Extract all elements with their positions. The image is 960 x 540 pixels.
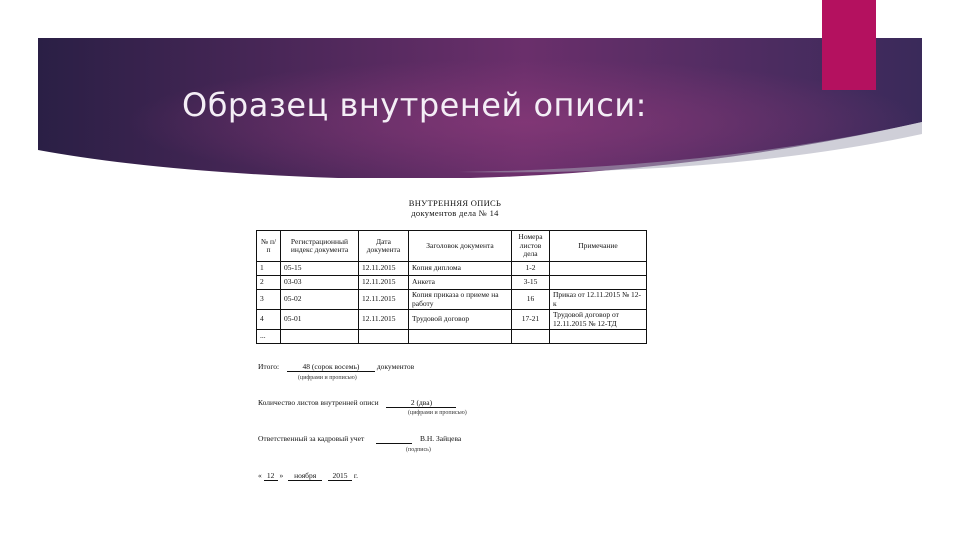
column-header: Номера листов дела xyxy=(512,231,550,262)
cell-num: 4 xyxy=(257,310,281,330)
cell-index: 05-01 xyxy=(281,310,359,330)
sheets-count-label: Количество листов внутренней описи xyxy=(258,398,379,407)
cell-num: 3 xyxy=(257,290,281,310)
column-header: № п/п xyxy=(257,231,281,262)
cell-index: 05-02 xyxy=(281,290,359,310)
signature-line xyxy=(376,434,412,444)
cell-note: Трудовой договор от 12.11.2015 № 12-ТД xyxy=(550,310,647,330)
column-header: Заголовок документа xyxy=(409,231,512,262)
cell-sheets: 1-2 xyxy=(512,262,550,276)
cell-num: 2 xyxy=(257,276,281,290)
table-header-row xyxy=(257,231,647,262)
cell-note: Приказ от 12.11.2015 № 12-к xyxy=(550,290,647,310)
table-row xyxy=(257,330,647,344)
cell-heading: Копия диплома xyxy=(409,262,512,276)
sheets-count-value: 2 (два) xyxy=(386,398,456,408)
document-title-line2: документов дела № 14 xyxy=(411,208,499,218)
date-month: ноября xyxy=(288,471,322,481)
responsible-line xyxy=(258,434,461,444)
cell-heading: Анкета xyxy=(409,276,512,290)
total-suffix: документов xyxy=(376,362,415,371)
inventory-table xyxy=(256,230,647,344)
table-row xyxy=(257,276,647,290)
date-close-quote: » xyxy=(279,471,284,480)
total-line xyxy=(258,362,414,372)
cell-num: 1 xyxy=(257,262,281,276)
sheets-count-line xyxy=(258,398,456,408)
signature-hint: (подпись) xyxy=(406,447,431,453)
column-header: Дата документа xyxy=(359,231,409,262)
cell-date xyxy=(359,330,409,344)
cell-heading xyxy=(409,330,512,344)
date-day: 12 xyxy=(264,471,278,481)
cell-note xyxy=(550,276,647,290)
cell-heading: Копия приказа о приеме на работу xyxy=(409,290,512,310)
accent-bar xyxy=(822,0,876,90)
total-label: Итого: xyxy=(258,362,280,371)
cell-date: 12.11.2015 xyxy=(359,290,409,310)
date-suffix: г. xyxy=(353,471,358,480)
column-header: Регистрационный индекс документа xyxy=(281,231,359,262)
cell-note xyxy=(550,330,647,344)
date-line xyxy=(258,471,358,481)
date-year: 2015 xyxy=(328,471,352,481)
cell-index xyxy=(281,330,359,344)
cell-index: 03-03 xyxy=(281,276,359,290)
cell-date: 12.11.2015 xyxy=(359,310,409,330)
cell-sheets: 17-21 xyxy=(512,310,550,330)
cell-date: 12.11.2015 xyxy=(359,262,409,276)
cell-heading: Трудовой договор xyxy=(409,310,512,330)
cell-index: 05-15 xyxy=(281,262,359,276)
responsible-label: Ответственный за кадровый учет xyxy=(258,434,365,443)
cell-sheets: 3-15 xyxy=(512,276,550,290)
cell-sheets: 16 xyxy=(512,290,550,310)
table-row xyxy=(257,310,647,330)
total-value: 48 (сорок восемь) xyxy=(287,362,375,372)
cell-sheets xyxy=(512,330,550,344)
document-title-line1: ВНУТРЕННЯЯ ОПИСЬ xyxy=(408,198,502,208)
sheets-count-hint: (цифрами и прописью) xyxy=(408,410,467,416)
cell-date: 12.11.2015 xyxy=(359,276,409,290)
cell-note xyxy=(550,262,647,276)
inventory-document xyxy=(250,198,660,498)
column-header: Примечание xyxy=(550,231,647,262)
cell-num: ... xyxy=(257,330,281,344)
table-row xyxy=(257,290,647,310)
total-hint: (цифрами и прописью) xyxy=(298,375,357,381)
slide-title: Образец внутреней описи: xyxy=(182,86,647,124)
date-open-quote: « xyxy=(258,471,262,480)
document-title xyxy=(250,198,660,218)
table-row xyxy=(257,262,647,276)
responsible-name: В.Н. Зайцева xyxy=(419,434,462,443)
